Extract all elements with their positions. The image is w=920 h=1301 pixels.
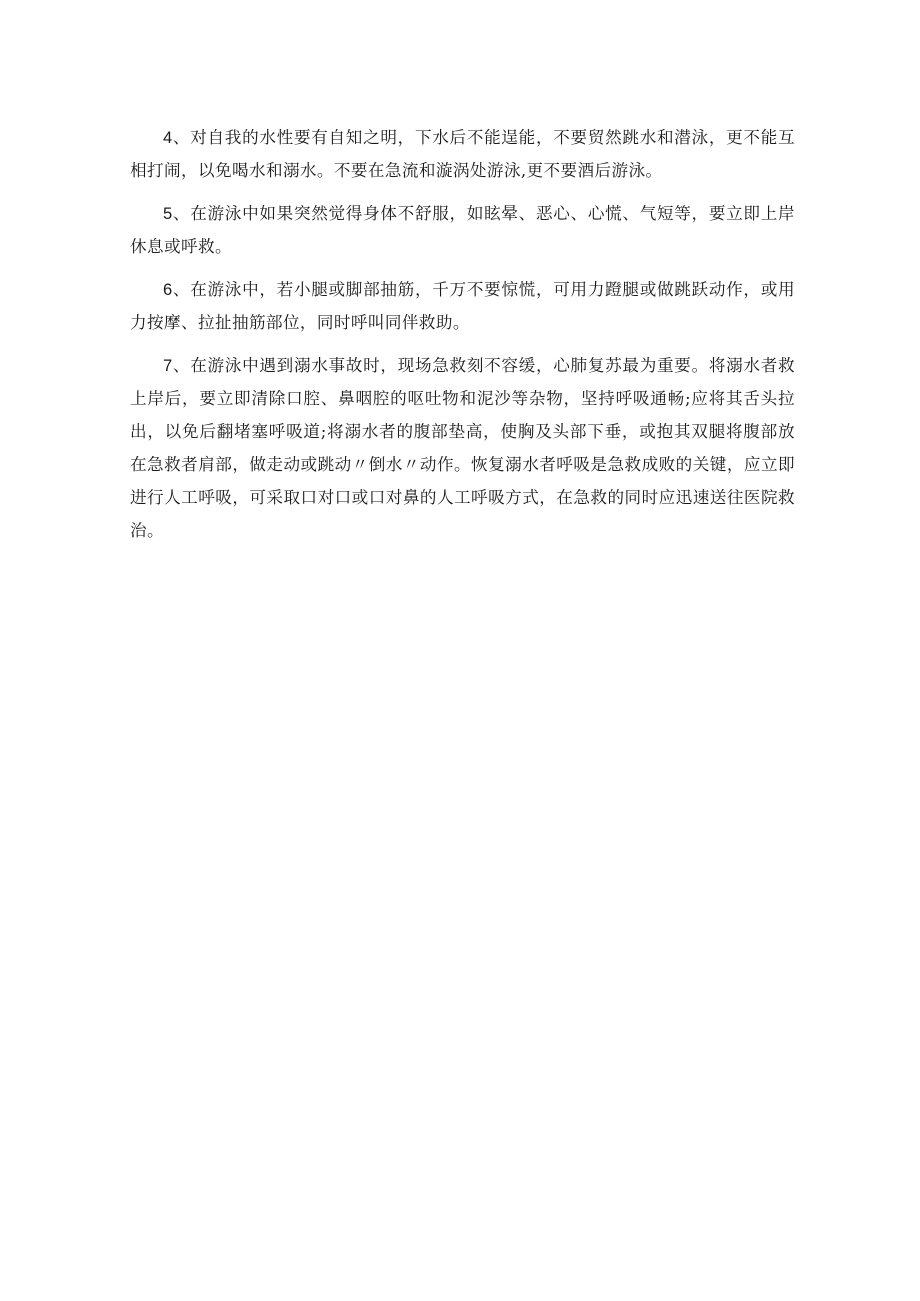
paragraph-number: 4 (163, 128, 173, 147)
paragraph-text: 、在游泳中遇到溺水事故时，现场急救刻不容缓，心肺复苏最为重要。将溺水者救上岸后，要立即清除口腔、鼻咽腔的呕吐物和泥沙等杂物，坚持呼吸通畅;应将其舌头拉出，以免后翻堵塞呼吸道;将溺水者的腹部垫高，使胸及头部下垂，或抱其双腿将腹部放在急救者肩部，做走动或跳动〃倒水〃动作。恢复溺水者呼吸是急救成败的关键，应立即进行人工呼吸，可采取口对口或口对鼻的人工呼吸方式，在急救的同时应迅速送往医院救治。 (130, 356, 795, 540)
paragraph-5 (130, 197, 795, 263)
paragraph-number: 5 (163, 204, 173, 223)
paragraph-6 (130, 273, 795, 339)
paragraph-text: 、在游泳中，若小腿或脚部抽筋，千万不要惊慌，可用力蹬腿或做跳跃动作，或用力按摩、拉扯抽筋部位，同时呼叫同伴救助。 (130, 280, 795, 332)
paragraph-number: 7 (163, 356, 173, 375)
document-page (130, 121, 795, 547)
paragraph-7 (130, 349, 795, 547)
paragraph-number: 6 (163, 280, 173, 299)
paragraph-text: 、对自我的水性要有自知之明，下水后不能逞能，不要贸然跳水和潜泳，更不能互相打闹，以免喝水和溺水。不要在急流和漩涡处游泳,更不要酒后游泳。 (130, 128, 795, 180)
paragraph-text: 、在游泳中如果突然觉得身体不舒服，如眩晕、恶心、心慌、气短等，要立即上岸休息或呼救。 (130, 204, 795, 256)
paragraph-4 (130, 121, 795, 187)
